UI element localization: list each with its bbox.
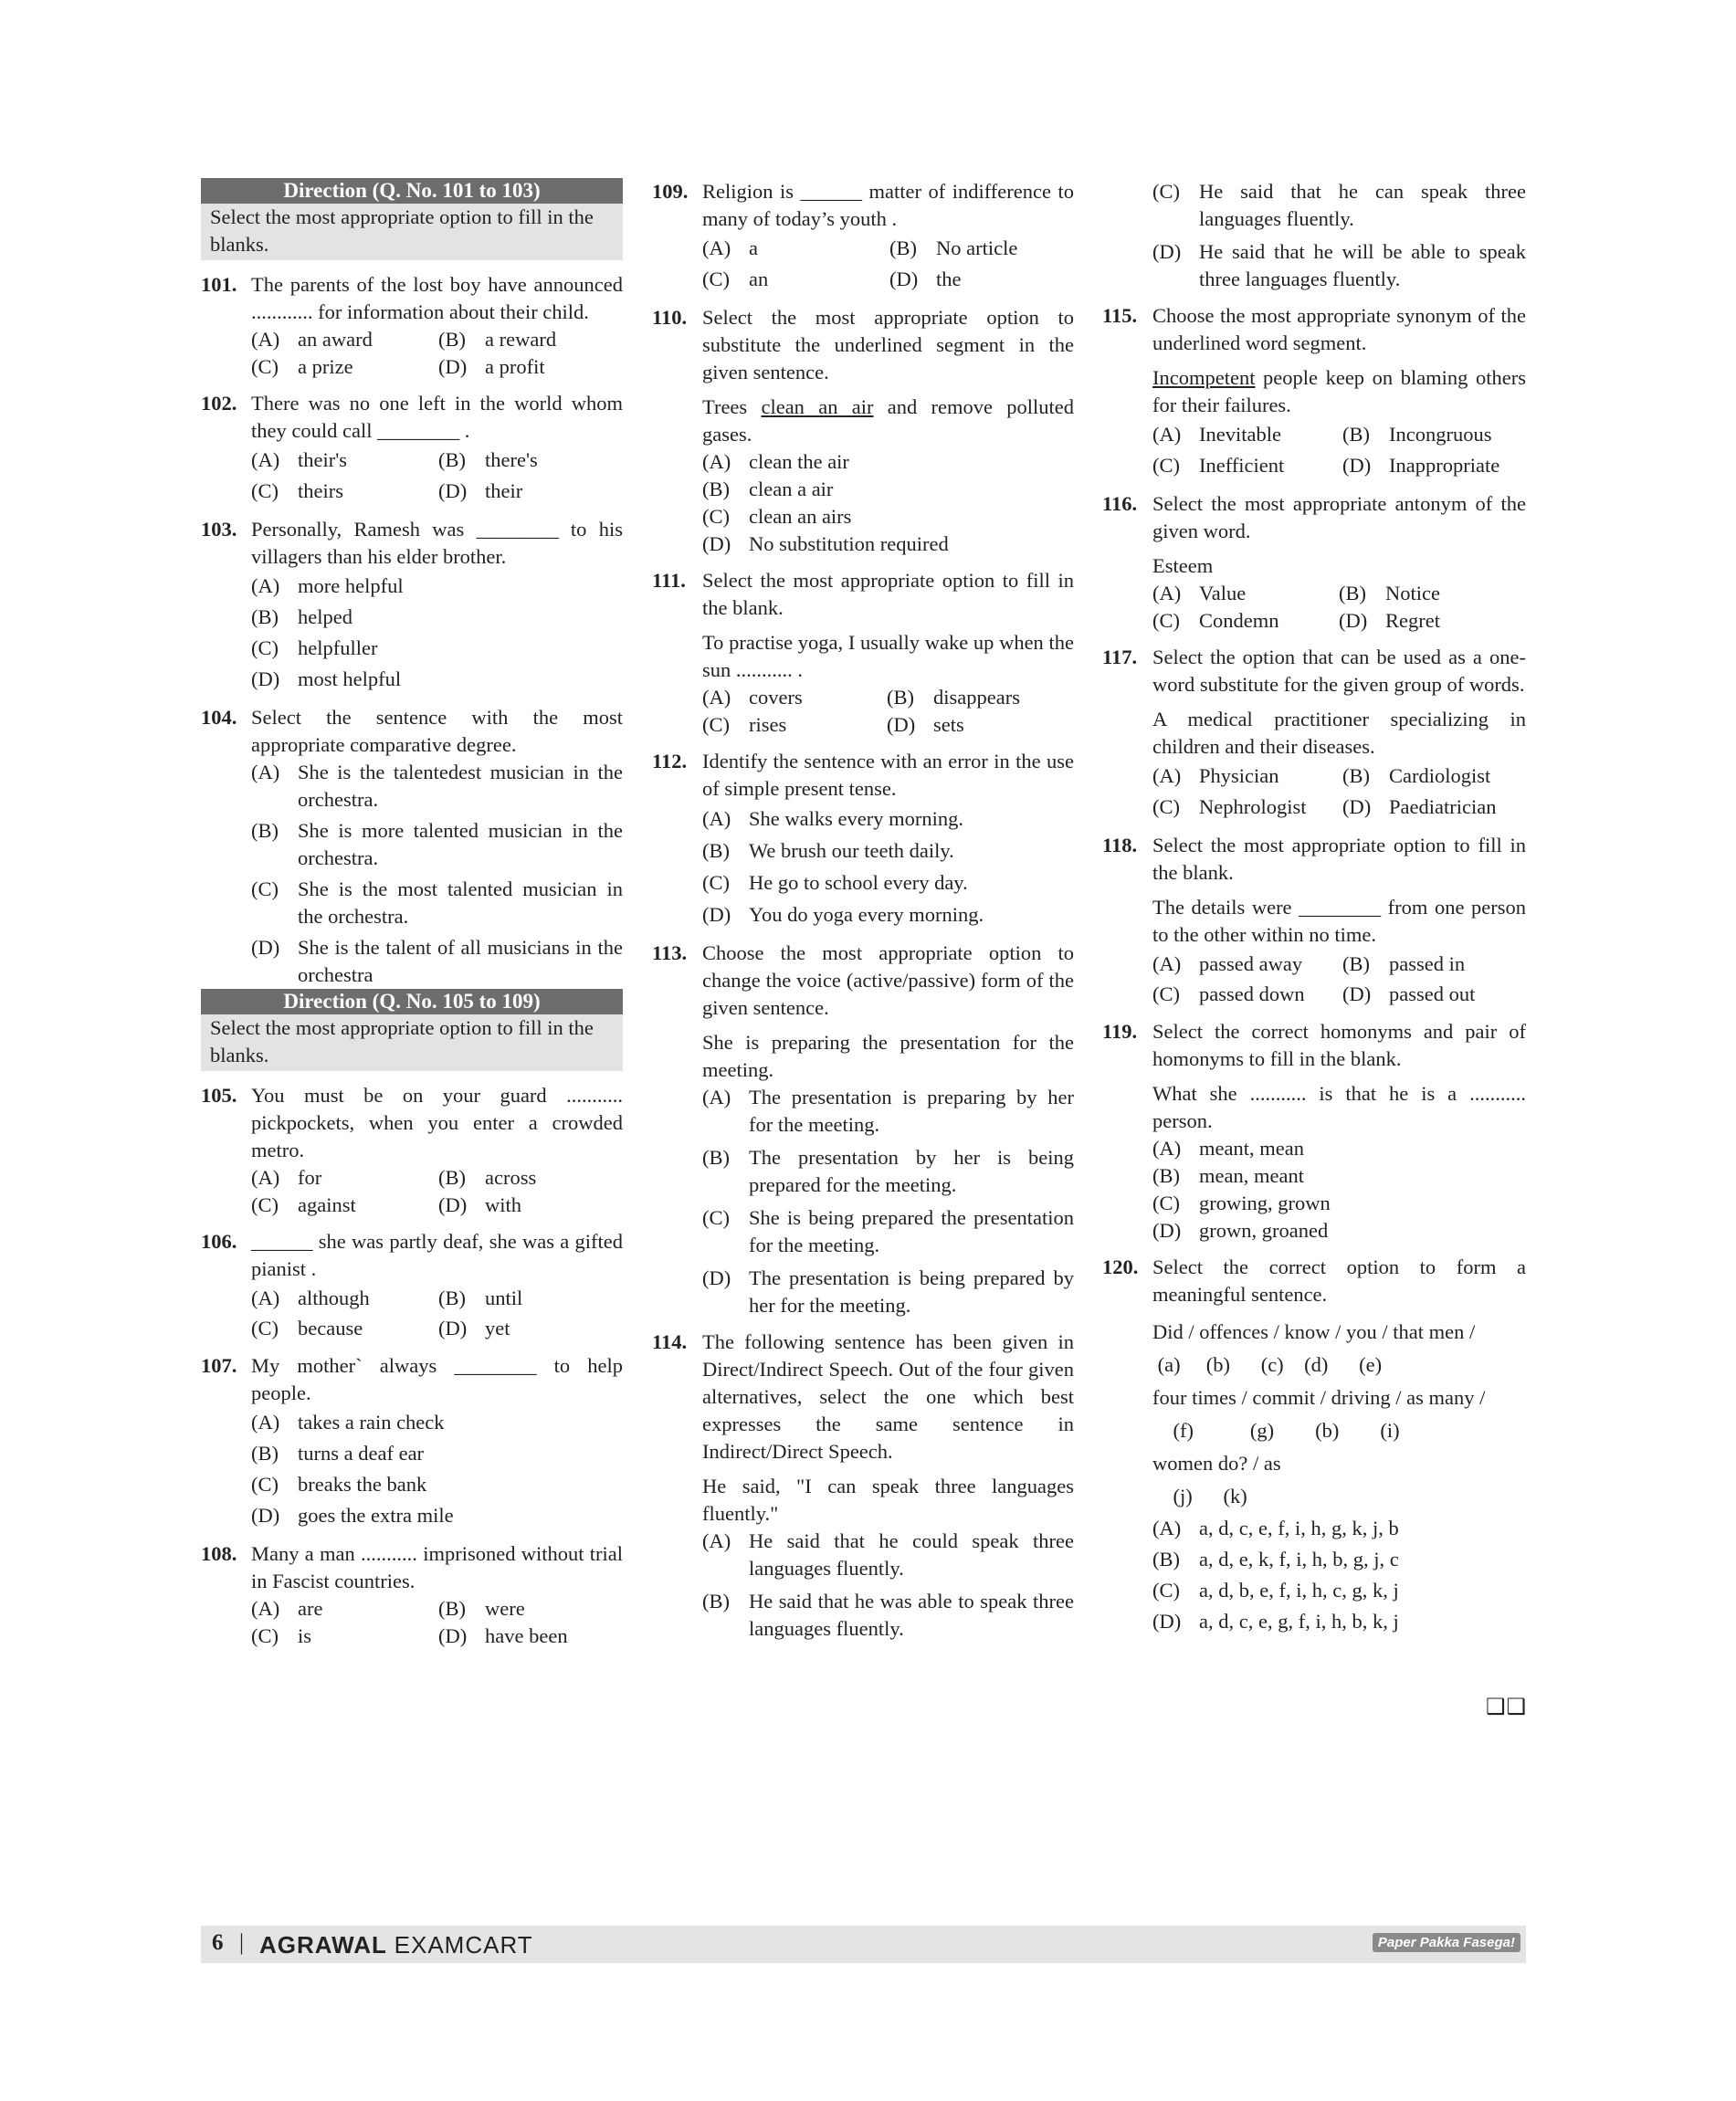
option-b: (B) a reward <box>438 328 557 351</box>
direction-title: Direction (Q. No. 105 to 109) <box>201 989 623 1014</box>
page-footer <box>201 1926 1526 1963</box>
option-c: (C) passed down <box>1152 982 1305 1005</box>
direction-box <box>201 178 623 260</box>
option-c: (C) clean an airs <box>702 505 852 528</box>
brand-logo: AGRAWAL EXAMCART <box>259 1931 533 1959</box>
option-d: (D) passed out <box>1342 982 1476 1005</box>
question-number: 111. <box>652 569 686 592</box>
option-b: (B) No article <box>889 236 1018 259</box>
option-a: (A) She is the talentedest musician in the orchestra. <box>251 761 623 811</box>
option-b: (B) disappears <box>887 686 1020 709</box>
question-119 <box>1102 1018 1526 1245</box>
question-109 <box>652 178 1074 295</box>
question-113 <box>652 940 1074 1319</box>
question-stem: Select the correct option to form a meaningful sentence. <box>1152 1255 1526 1306</box>
option-a: (A) Value <box>1152 582 1247 604</box>
column-2 <box>652 178 1074 1652</box>
question-number: 110. <box>652 306 688 329</box>
option-d: (D) The presentation is being prepared by her for the meeting. <box>702 1266 1074 1317</box>
question-number: 103. <box>201 518 237 541</box>
option-a: (A) Inevitable <box>1152 423 1281 446</box>
question-stem: Select the most appropriate antonym of the given word. <box>1152 492 1526 542</box>
option-b: (B) Cardiologist <box>1342 764 1491 787</box>
option-b: (B) Incongruous <box>1342 423 1492 446</box>
question-107 <box>201 1352 623 1531</box>
option-c: (C) growing, grown <box>1152 1192 1331 1214</box>
option-a: (A) clean the air <box>702 450 849 473</box>
option-d: (D) Inappropriate <box>1342 454 1500 477</box>
option-d: (D) grown, groaned <box>1152 1219 1329 1242</box>
option-d: (D) most helpful <box>251 667 402 690</box>
option-c: (C) a prize <box>251 355 353 378</box>
given-sentence: What she ........... is that he is a ........... person. <box>1152 1082 1526 1132</box>
option-a: (A) are <box>251 1597 323 1620</box>
question-number: 118. <box>1102 834 1138 856</box>
given-word: Esteem <box>1152 554 1214 577</box>
question-stem: Choose the most appropriate option to change the voice (active/passive) form of the given sentence. <box>702 941 1074 1019</box>
option-d: (D) have been <box>438 1624 568 1647</box>
option-d: (D) with <box>438 1193 522 1216</box>
option-c: (C) a, d, b, e, f, i, h, c, g, k, j <box>1152 1579 1399 1602</box>
option-b: (B) She is more talented musician in the orchestra. <box>251 819 623 869</box>
option-d: (D) a, d, c, e, g, f, i, h, b, k, j <box>1152 1610 1399 1633</box>
option-c: (C) breaks the bank <box>251 1473 427 1496</box>
question-115 <box>1102 302 1526 481</box>
question-stem: Select the most appropriate option to fill in the blank. <box>702 569 1074 619</box>
option-a: (A) a <box>702 236 758 259</box>
option-b: (B) The presentation by her is being prepared for the meeting. <box>702 1146 1074 1196</box>
option-d: (D) the <box>889 268 962 290</box>
option-d: (D) a profit <box>438 355 545 378</box>
jumbled-parts: Did / offences / know / you / that men / (a) (b) (c) (d) (e) four times / commit / driving / as many / (f) (g) (b) (i) women do? / as (j) (k) <box>1152 1320 1486 1507</box>
option-c: (C) rises <box>702 713 787 736</box>
option-b: (B) across <box>438 1166 537 1189</box>
question-stem: The parents of the lost boy have announced ............ for information about their child. <box>251 273 623 323</box>
option-a: (A) an award <box>251 328 373 351</box>
given-phrase: A medical practitioner specializing in children and their diseases. <box>1152 708 1526 758</box>
option-c: (C) against <box>251 1193 356 1216</box>
given-sentence: The details were ________ from one person to the other within no time. <box>1152 896 1526 946</box>
option-a: (A) meant, mean <box>1152 1137 1304 1160</box>
option-a: (A) although <box>251 1287 370 1309</box>
option-d: (D) yet <box>438 1317 510 1339</box>
option-a: (A) more helpful <box>251 574 404 597</box>
question-stem: Select the option that can be used as a one-word substitute for the given group of words. <box>1152 646 1526 696</box>
question-number: 107. <box>201 1354 237 1377</box>
option-c: (C) He said that he can speak three languages fluently. <box>1152 180 1526 230</box>
option-a: (A) The presentation is preparing by her for the meeting. <box>702 1086 1074 1136</box>
question-stem: Choose the most appropriate synonym of the underlined word segment. <box>1152 304 1526 354</box>
option-b: (B) passed in <box>1342 952 1466 975</box>
underlined-word: Incompetent <box>1152 366 1256 389</box>
question-number: 117. <box>1102 646 1138 668</box>
page-number: 6 <box>212 1930 224 1955</box>
option-c: (C) helpfuller <box>251 636 378 659</box>
option-a: (A) passed away <box>1152 952 1303 975</box>
tagline-badge: Paper Pakka Fasega! <box>1373 1933 1520 1952</box>
question-stem: ______ she was partly deaf, she was a gifted pianist . <box>251 1230 623 1280</box>
option-d: (D) Regret <box>1339 609 1440 632</box>
question-number: 113. <box>652 941 688 964</box>
question-number: 104. <box>201 706 237 729</box>
option-a: (A) Physician <box>1152 764 1279 787</box>
option-b: (B) a, d, e, k, f, i, h, b, g, j, c <box>1152 1548 1399 1570</box>
question-105 <box>201 1082 623 1219</box>
option-b: (B) mean, meant <box>1152 1164 1304 1187</box>
option-d: (D) No substitution required <box>702 532 949 555</box>
column-1 <box>201 178 623 1659</box>
question-stem: Many a man ........... imprisoned without trial in Fascist countries. <box>251 1542 623 1592</box>
question-stem: Religion is ______ matter of indifference to many of today’s youth . <box>702 180 1074 230</box>
question-number: 115. <box>1102 304 1138 327</box>
question-112 <box>652 748 1074 930</box>
question-stem: Select the sentence with the most appropriate comparative degree. <box>251 706 623 756</box>
option-c: (C) is <box>251 1624 312 1647</box>
option-c: (C) theirs <box>251 479 343 502</box>
question-number: 105. <box>201 1084 237 1107</box>
question-stem: The following sentence has been given in Direct/Indirect Speech. Out of the four given alternatives, select the one which best expresses the same sentence in Indirect/Direct Speech. <box>702 1330 1074 1463</box>
question-stem: There was no one left in the world whom they could call ________ . <box>251 392 623 442</box>
option-b: (B) helped <box>251 605 352 628</box>
option-a: (A) takes a rain check <box>251 1411 445 1434</box>
question-number: 116. <box>1102 492 1138 515</box>
option-d: (D) He said that he will be able to speak three languages fluently. <box>1152 240 1526 290</box>
option-b: (B) He said that he was able to speak three languages fluently. <box>702 1590 1074 1640</box>
option-c: (C) Condemn <box>1152 609 1279 632</box>
question-number: 106. <box>201 1230 237 1253</box>
column-3 <box>1102 178 1526 1646</box>
question-117 <box>1102 644 1526 823</box>
question-number: 108. <box>201 1542 237 1565</box>
question-114-continued <box>1152 178 1526 293</box>
question-stem: Select the most appropriate option to substitute the underlined segment in the given sentence. <box>702 306 1074 383</box>
given-sentence: He said, "I can speak three languages fluently." <box>702 1475 1074 1525</box>
given-sentence: To practise yoga, I usually wake up when the sun ........... . <box>702 631 1074 681</box>
given-sentence: Trees clean an air and remove polluted gases. <box>702 395 1074 446</box>
option-d: (D) She is the talent of all musicians in the orchestra <box>251 936 623 986</box>
question-number: 119. <box>1102 1020 1138 1043</box>
question-stem: Select the correct homonyms and pair of homonyms to fill in the blank. <box>1152 1020 1526 1070</box>
option-c: (C) because <box>251 1317 363 1339</box>
option-b: (B) were <box>438 1597 525 1620</box>
option-d: (D) Paediatrician <box>1342 795 1497 818</box>
question-number: 109. <box>652 180 689 203</box>
question-114 <box>652 1329 1074 1643</box>
option-c: (C) She is being prepared the presentation for the meeting. <box>702 1206 1074 1256</box>
option-a: (A) a, d, c, e, f, i, h, g, k, j, b <box>1152 1517 1399 1539</box>
question-102 <box>201 390 623 507</box>
option-d: (D) their <box>438 479 523 502</box>
option-b: (B) Notice <box>1339 582 1440 604</box>
question-stem: Select the most appropriate option to fill in the blank. <box>1152 834 1526 884</box>
option-c: (C) She is the most talented musician in the orchestra. <box>251 877 623 928</box>
question-stem: You must be on your guard ........... pickpockets, when you enter a crowded metro. <box>251 1084 623 1161</box>
question-number: 120. <box>1102 1255 1139 1278</box>
option-d: (D) sets <box>887 713 964 736</box>
option-c: (C) Nephrologist <box>1152 795 1307 818</box>
question-111 <box>652 567 1074 739</box>
question-number: 102. <box>201 392 237 415</box>
question-103 <box>201 516 623 695</box>
option-d: (D) goes the extra mile <box>251 1504 454 1527</box>
question-106 <box>201 1228 623 1343</box>
option-c: (C) Inefficient <box>1152 454 1285 477</box>
question-number: 112. <box>652 750 688 772</box>
option-c: (C) an <box>702 268 769 290</box>
question-120 <box>1102 1254 1526 1637</box>
option-d: (D) You do yoga every morning. <box>702 903 984 926</box>
option-b: (B) until <box>438 1287 523 1309</box>
direction-text: Select the most appropriate option to fill in the blanks. <box>210 205 594 256</box>
question-110 <box>652 304 1074 558</box>
footer-separator: | <box>239 1930 245 1955</box>
question-number: 101. <box>201 273 237 296</box>
option-a: (A) covers <box>702 686 803 709</box>
option-b: (B) clean a air <box>702 478 834 500</box>
end-of-section-marker: ❑❑ <box>1486 1696 1528 1719</box>
question-118 <box>1102 832 1526 1009</box>
option-a: (A) for <box>251 1166 322 1189</box>
question-104 <box>201 704 623 989</box>
option-b: (B) there's <box>438 448 538 471</box>
given-sentence: Incompetent people keep on blaming others for their failures. <box>1152 366 1526 416</box>
underlined-segment: clean an air <box>761 395 874 418</box>
option-a: (A) He said that he could speak three languages fluently. <box>702 1529 1074 1580</box>
question-101 <box>201 271 623 381</box>
option-a: (A) their's <box>251 448 348 471</box>
direction-title: Direction (Q. No. 101 to 103) <box>201 178 623 204</box>
question-stem: Identify the sentence with an error in the use of simple present tense. <box>702 750 1074 800</box>
question-108 <box>201 1540 623 1650</box>
direction-text: Select the most appropriate option to fill in the blanks. <box>210 1016 594 1066</box>
question-number: 114. <box>652 1330 688 1353</box>
direction-box <box>201 989 623 1071</box>
option-a: (A) She walks every morning. <box>702 807 963 830</box>
option-b: (B) turns a deaf ear <box>251 1442 425 1465</box>
option-c: (C) He go to school every day. <box>702 871 968 894</box>
question-stem: My mother` always ________ to help people. <box>251 1354 623 1404</box>
option-b: (B) We brush our teeth daily. <box>702 839 954 862</box>
question-stem: Personally, Ramesh was ________ to his villagers than his elder brother. <box>251 518 623 568</box>
question-116 <box>1102 490 1526 635</box>
given-sentence: She is preparing the presentation for the meeting. <box>702 1031 1074 1081</box>
